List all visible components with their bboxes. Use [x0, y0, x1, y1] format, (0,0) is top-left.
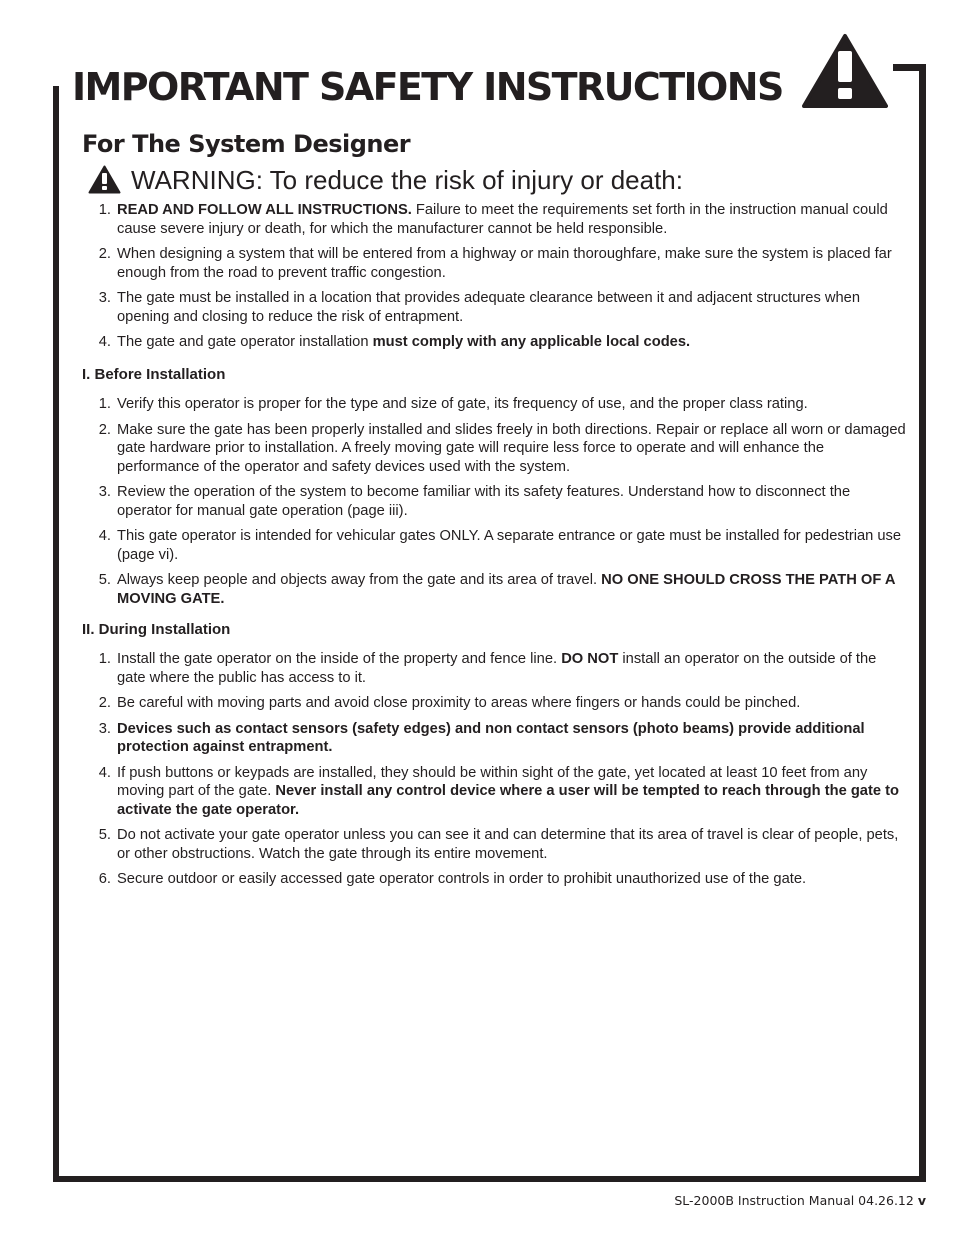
- page-number: v: [917, 1193, 926, 1208]
- list-item: [82, 527, 908, 564]
- during-installation-section: [82, 621, 908, 896]
- list-item: [82, 483, 908, 520]
- list-item: [82, 870, 908, 889]
- list-item: [82, 289, 908, 326]
- list-item-number: 1.: [98, 651, 111, 667]
- page-footer: [674, 1191, 926, 1211]
- page-title: IMPORTANT SAFETY INSTRUCTIONS: [72, 65, 783, 109]
- list-item-number: 2.: [98, 421, 111, 438]
- list-item-number: 6.: [98, 871, 111, 887]
- page-border-left: [53, 86, 59, 1182]
- list-item-text: When designing a system that will be entered from a highway or main thoroughfare, make sure the system is placed far enough from the road to prevent traffic congestion.: [117, 246, 892, 281]
- list-item-text: Install the gate operator on the inside of the property and fence line.: [117, 651, 562, 667]
- list-item: [82, 694, 908, 713]
- list-item-text: Be careful with moving parts and avoid close proximity to areas where fingers or hands could be pinched.: [117, 695, 801, 711]
- list-item-bold-text: Never install any control device where a user will be tempted to reach through the gate to activate the gate operator.: [117, 783, 899, 818]
- list-item-number: 3.: [98, 720, 111, 737]
- page-border-right: [919, 64, 926, 1182]
- list-item-number: 5.: [98, 827, 111, 843]
- list-item: [82, 826, 908, 863]
- list-item-text: Secure outdoor or easily accessed gate operator controls in order to prohibit unauthorized use of the gate.: [117, 871, 807, 887]
- list-item-text: The gate must be installed in a location that provides adequate clearance between it and adjacent structures when opening and closing to reduce the risk of entrapment.: [117, 290, 861, 325]
- subheading-before-installation: I. Before Installation: [82, 366, 226, 383]
- list-item-bold-text: NO ONE SHOULD CROSS THE PATH OF A MOVING GATE.: [117, 572, 895, 607]
- warning-text: WARNING: To reduce the risk of injury or death:: [131, 165, 683, 195]
- warning-triangle-icon: [802, 33, 888, 109]
- designer-list-block: [82, 201, 908, 359]
- list-item-number: 2.: [98, 246, 111, 262]
- list-item-number: 5.: [98, 572, 111, 588]
- list-item-number: 1.: [98, 202, 111, 218]
- page-border-top-corner: [893, 64, 926, 71]
- list-item-number: 4.: [98, 764, 111, 781]
- list-item-number: 2.: [98, 695, 111, 711]
- before-installation-section: [82, 366, 908, 615]
- list-item-number: 1.: [98, 396, 111, 412]
- list-item: [82, 395, 908, 414]
- footer-manual-label: SL-2000B Instruction Manual 04.26.12: [674, 1193, 914, 1208]
- list-item-bold-text: must comply with any applicable local codes.: [372, 334, 691, 350]
- list-item-text: install an operator on the outside of the gate where the public has access to it.: [117, 651, 877, 686]
- section-heading-system-designer: For The System Designer: [82, 130, 411, 158]
- subheading-during-installation: II. During Installation: [82, 621, 231, 638]
- list-item-text: Make sure the gate has been properly installed and slides freely in both directions. Repair or replace all worn or damaged gate hardware prior to installation. A freely moving gate will require less force to operate and will enhance the performance of the operator and safety devices used with the system.: [117, 421, 906, 475]
- list-item-text: This gate operator is intended for vehicular gates ONLY. A separate entrance or gate must be installed for pedestrian use (page vi).: [117, 528, 902, 563]
- list-item-number: 4.: [98, 334, 111, 350]
- list-item: [82, 245, 908, 282]
- list-item-text: The gate and gate operator installation: [117, 334, 373, 350]
- list-item: [82, 720, 908, 757]
- list-item-text: Verify this operator is proper for the type and size of gate, its frequency of use, and the proper class rating.: [117, 396, 808, 412]
- list-item: [82, 201, 908, 238]
- page-border-bottom: [53, 1176, 926, 1182]
- list-item-text: Do not activate your gate operator unless you can see it and can determine that its area of travel is clear of people, pets, or other obstructions. Watch the gate through its entire movement.: [117, 827, 899, 862]
- list-item-text: Review the operation of the system to become familiar with its safety features. Understand how to disconnect the operator for manual gate operation (page iii).: [117, 484, 851, 519]
- list-item-number: 3.: [98, 290, 111, 306]
- warning-triangle-icon: [88, 165, 121, 194]
- list-item-bold-text: READ AND FOLLOW ALL INSTRUCTIONS.: [117, 202, 412, 218]
- list-item-bold-text: DO NOT: [561, 651, 619, 667]
- list-item-text: If push buttons or keypads are installed, they should be within sight of the gate, yet located at least 10 feet from any moving part of the gate.: [117, 764, 868, 799]
- list-item-number: 4.: [98, 528, 111, 544]
- list-item-text: Failure to meet the requirements set forth in the instruction manual could cause severe injury or death, for which the manufacturer cannot be held responsible.: [117, 202, 888, 237]
- designer-list: [82, 201, 908, 352]
- during-installation-list: [82, 650, 908, 889]
- list-item: [82, 764, 908, 820]
- list-item-number: 3.: [98, 484, 111, 500]
- list-item: [82, 421, 908, 477]
- list-item: [82, 650, 908, 687]
- list-item-bold-text: Devices such as contact sensors (safety edges) and non contact sensors (photo beams) provide additional protection against entrapment.: [117, 720, 865, 755]
- list-item-text: Always keep people and objects away from the gate and its area of travel.: [117, 572, 602, 588]
- list-item: [82, 333, 908, 352]
- before-installation-list: [82, 395, 908, 608]
- list-item: [82, 571, 908, 608]
